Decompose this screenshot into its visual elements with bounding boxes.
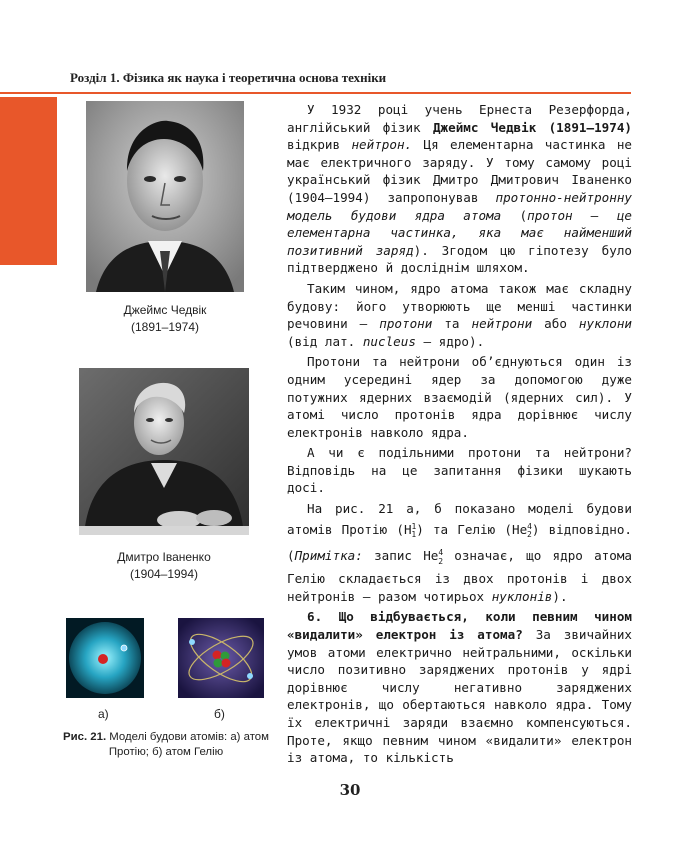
portrait-chadwick <box>86 101 244 292</box>
header-rule <box>0 92 631 94</box>
portrait-chadwick-name: Джеймс Чедвік <box>123 303 207 317</box>
chapter-side-tab <box>0 97 57 265</box>
atom-label-b: б) <box>214 707 225 721</box>
atom-protium-illustration <box>66 618 144 698</box>
portrait-chadwick-image <box>86 101 244 292</box>
paragraph-1: У 1932 році учень Ернеста Резерфорда, англійський фізик Джеймс Чедвік (1891–1974) відкрив нейтрон. Ця елементарна частинка не має електричного заряду. У тому самому році український фізик Дмитро Дмитрович Іваненко (1904–1994) запропонував протонно-нейтронну модель будови ядра атома (протон — це елементарна частинка, яка має найменший позитивний заряд). Згодом цю гіпотезу було підтверджено й досліднім шляхом. <box>287 102 632 276</box>
page-number: 30 <box>339 781 361 799</box>
portrait-ivanenko-name: Дмитро Іваненко <box>117 550 211 564</box>
portrait-ivanenko-caption <box>79 549 249 583</box>
body-text <box>287 101 632 770</box>
portrait-ivanenko <box>79 368 249 535</box>
atom-helium-illustration <box>178 618 264 698</box>
portrait-chadwick-caption <box>86 302 244 336</box>
figure-caption <box>60 730 272 760</box>
atom-helium-image <box>178 618 264 698</box>
atom-label-a: а) <box>98 707 109 721</box>
figure-caption-text: Моделі будови атомів: а) атом Протію; б) атом Гелію <box>106 731 269 758</box>
paragraph-3: Протони та нейтрони об’єднуються один із одним усередині ядер за допомогою дуже потужних ядерних взаємодій (ядерних сил). У атомі число протонів ядра дорівнює числу електронів навколо ядра. <box>287 354 632 440</box>
figure-caption-number: Рис. 21. <box>63 731 107 743</box>
portrait-chadwick-years: (1891–1974) <box>130 320 200 334</box>
atom-protium-image <box>66 618 144 698</box>
running-header: Розділ 1. Фізика як наука і теоретична основа техніки <box>70 70 387 85</box>
paragraph-2: Таким чином, ядро атома також має складну будову: його утворюють ще менші частинки речовини — протони та нейтрони або нуклони (від лат. nucleus — ядро). <box>287 280 632 349</box>
section-heading-6: 6. Що відбувається, коли певним чином «видалити» електрон із атома? <box>287 609 632 643</box>
paragraph-5: На рис. 21 а, б показано моделі будови атомів Протію $(H^1_1)$ та Гелію $(He^4_2)$ відповідно. (Примітка: запис $He^4_2$ означає, що ядро атома Гелію складається із двох протонів і двох нейтронів — разом чотирьох нуклонів). <box>287 501 633 604</box>
portrait-ivanenko-years: (1904–1994) <box>129 567 199 581</box>
paragraph-4: А чи є подільними протони та нейтрони? Відповідь на це запитання фізики шукають досі. <box>287 445 632 496</box>
paragraph-6: 6. Що відбувається, коли певним чином «видалити» електрон із атома? За звичайних умов атоми електрично нейтральними, оскільки число позитивно заряджених протонів у ядрі дорівнює числу негативно заряджених електронів, що обертаються навколо ядра. Тому їх електричні заряди взаємно компенсуються. Проте, якщо певним чином «видалити» електрон із атома, то кількість <box>287 609 632 766</box>
portrait-ivanenko-image <box>79 368 249 535</box>
